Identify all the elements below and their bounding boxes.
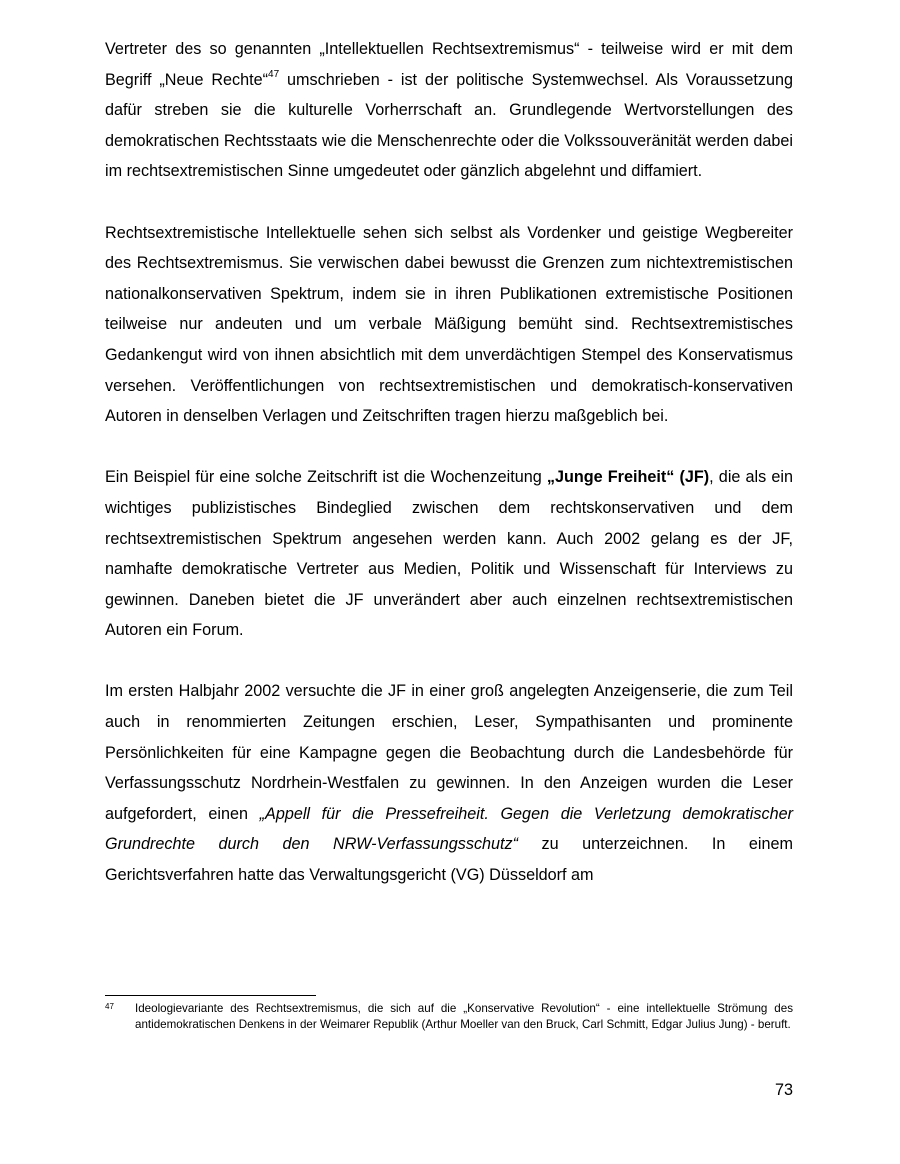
- paragraph-4: [105, 676, 793, 890]
- paragraph-2: [105, 218, 793, 432]
- footnote-number: 47: [105, 1002, 114, 1011]
- footnote-reference-47[interactable]: 47: [268, 69, 280, 81]
- paragraph-1-text-end: umschrieben - ist der politische Systemwechsel. Als Voraussetzung dafür streben sie die kulturelle Vorherrschaft an. Grundlegende Wertvorstellungen des demokratischen Rechtsstaats wie die Menschenrechte oder die Volkssouveränität werden dabei im rechtsextremistischen Sinne umgedeutet oder gänzlich abgelehnt und diffamiert.: [105, 70, 793, 181]
- document-body: [105, 34, 793, 891]
- paragraph-1-text-start: Vertreter des so genannten „Intellektuellen Rechtsextremismus“ - teilweise wird er mit dem Begriff „Neue Rechte“: [105, 40, 793, 89]
- page-number: 73: [774, 1081, 793, 1099]
- paragraph-3-text-end: , die als ein wichtiges publizistisches Bindeglied zwischen dem rechtskonservativen und dem rechtsextremistischen Spektrum angesehen werden kann. Auch 2002 gelang es der JF, namhafte demokratische Vertreter aus Medien, Politik und Wissenschaft für Interviews zu gewinnen. Daneben bietet die JF unverändert aber auch einzelnen rechtsextremistischen Autoren ein Forum.: [105, 468, 793, 640]
- appeal-quote: „Appell für die Pressefreiheit. Gegen die Verletzung demokratischer Grundrechte durch den NRW-Verfassungsschutz“: [105, 804, 793, 854]
- paragraph-2-text: Rechtsextremistische Intellektuelle sehen sich selbst als Vordenker und geistige Wegbereiter des Rechtsextremismus. Sie verwischen dabei bewusst die Grenzen zum nichtextremistischen nationalkonservativen Spektrum, indem sie in ihren Publikationen extremistische Positionen teilweise nur andeuten und um verbale Mäßigung bemüht sind. Rechtsextremistisches Gedankengut wird von ihnen absichtlich mit dem unverdächtigen Stempel des Konservatismus versehen. Veröffentlichungen von rechtsextremistischen und demokratisch-konservativen Autoren in denselben Verlagen und Zeitschriften tragen hierzu maßgeblich bei.: [105, 223, 793, 426]
- footnote-separator: [105, 995, 316, 996]
- paragraph-3-text-start: Ein Beispiel für eine solche Zeitschrift ist die Wochenzeitung: [105, 468, 547, 487]
- footnote-47: [105, 1001, 793, 1032]
- footnote-text: Ideologievariante des Rechtsextremismus, die sich auf die „Konservative Revolution“ - eine intellektuelle Strömung des antidemokratischen Denkens in der Weimarer Republik (Arthur Moeller van den Bruck, Carl Schmitt, Edgar Julius Jung) - beruft.: [135, 1002, 793, 1031]
- paragraph-4-text-end: zu unterzeichnen. In einem Gerichtsverfahren hatte das Verwaltungsgericht (VG) Düsseldorf am: [105, 835, 793, 885]
- paragraph-3: [105, 462, 793, 646]
- junge-freiheit-title: „Junge Freiheit“ (JF): [546, 468, 710, 487]
- paragraph-4-text-start: Im ersten Halbjahr 2002 versuchte die JF in einer groß angelegten Anzeigenserie, die zum Teil auch in renommierten Zeitungen erschien, Leser, Sympathisanten und prominente Persönlichkeiten für eine Kampagne gegen die Beobachtung durch die Landesbehörde für Verfassungsschutz Nordrhein-Westfalen zu gewinnen. In den Anzeigen wurden die Leser aufgefordert, einen: [105, 682, 793, 823]
- paragraph-1: [105, 34, 793, 187]
